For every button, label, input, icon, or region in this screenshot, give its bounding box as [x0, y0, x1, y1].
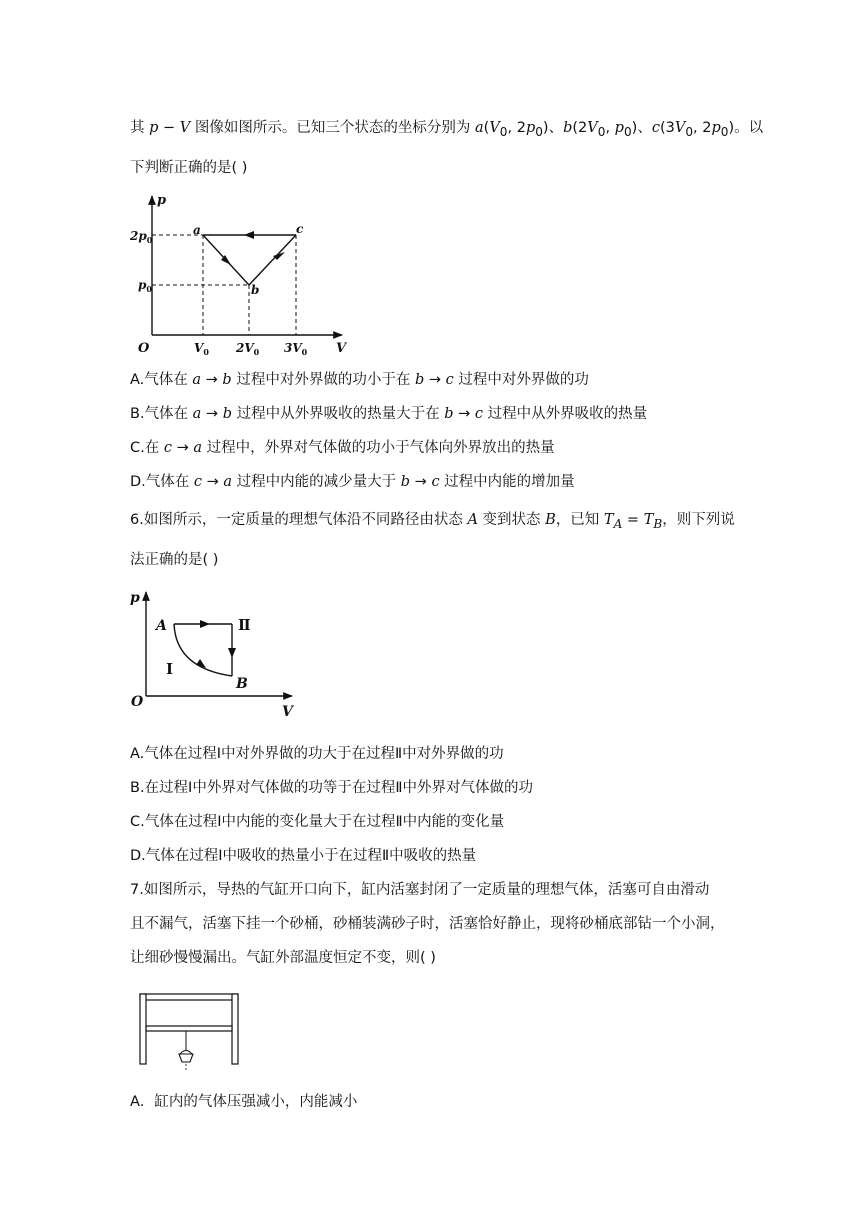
- q6-option-d: D.气体在过程Ⅰ中吸收的热量小于在过程Ⅱ中吸收的热量: [130, 848, 477, 864]
- q7-stem-line-1: 7.如图所示，导热的气缸开口向下，缸内活塞封闭了一定质量的理想气体，活塞可自由滑动: [130, 882, 710, 898]
- q7-stem-line-3: 让细砂慢慢漏出。气缸外部温度恒定不变，则( ): [130, 950, 436, 966]
- q5-point-b: b: [251, 283, 260, 297]
- q6-pv-diagram: [128, 588, 308, 723]
- q5-arrow-ca: [244, 231, 254, 239]
- q5-option-a: A.气体在 a → b 过程中对外界做的功小于在 b → c 过程中对外界做的功: [130, 372, 589, 388]
- q6-path-ii-label: Ⅱ: [238, 616, 251, 634]
- q5-stem-line-2: 下判断正确的是( ): [130, 160, 248, 176]
- q5-x-axis-label: V: [336, 341, 347, 356]
- q5-option-b: B.气体在 a → b 过程中从外界吸收的热量大于在 b → c 过程中从外界吸收的热量: [130, 406, 648, 422]
- q5-origin-label: O: [138, 341, 150, 356]
- q6-option-b: B.在过程Ⅰ中外界对气体做的功等于在过程Ⅱ中外界对气体做的功: [130, 780, 533, 796]
- q5-point-a: a: [193, 223, 201, 237]
- q6-point-a: A: [156, 618, 167, 634]
- q6-option-c: C.气体在过程Ⅰ中内能的变化量大于在过程Ⅱ中内能的变化量: [130, 814, 505, 830]
- q6-point-b: B: [236, 676, 248, 692]
- q7-option-a: A．缸内的气体压强减小，内能减小: [130, 1094, 358, 1110]
- q7-piston: [146, 1026, 232, 1031]
- q5-x-tick-2v0: $2V_0$: [236, 341, 260, 357]
- q5-option-c: C.在 c → a 过程中，外界对气体做的功小于气体向外界放出的热量: [130, 440, 555, 456]
- q5-y-axis-label: p: [157, 193, 167, 208]
- q6-path-i-label: Ⅰ: [166, 660, 174, 678]
- q5-point-c: c: [296, 222, 304, 236]
- q6-x-axis-label: V: [282, 704, 293, 720]
- q6-origin-label: O: [131, 694, 144, 710]
- q5-x-tick-v0: $V_0$: [194, 341, 209, 357]
- q6-stem-line-2: 法正确的是( ): [130, 552, 219, 568]
- q6-option-a: A.气体在过程Ⅰ中对外界做的功大于在过程Ⅱ中对外界做的功: [130, 746, 504, 762]
- q5-option-d: D.气体在 c → a 过程中内能的减少量大于 b → c 过程中内能的增加量: [130, 474, 575, 490]
- q6-arrow-ii-right: [200, 620, 210, 628]
- q5-y-tick-p0: $p_0$: [138, 278, 152, 294]
- q5-stem-line-1: 其 p − V 图像如图所示。已知三个状态的坐标分别为 $a(V_0$, $2p_0$)、$b(2V_0$, $p_0$)、$c(3V_0$, $2p_0$)。以: [130, 120, 764, 139]
- q7-sand-bucket: [179, 1054, 193, 1062]
- q6-path-i-curve: [174, 624, 232, 676]
- q7-cylinder-diagram: [138, 992, 248, 1072]
- q5-x-tick-3v0: $3V_0$: [284, 341, 308, 357]
- q6-y-axis-label: p: [130, 590, 140, 606]
- q5-y-tick-2p0: $2p_0$: [130, 229, 153, 245]
- q6-arrow-ii-down: [228, 648, 236, 658]
- q6-stem-line-1: 6.如图所示，一定质量的理想气体沿不同路径由状态 A 变到状态 B，已知 $T_A = T_B$，则下列说: [130, 512, 735, 531]
- q5-path-bc: [249, 235, 296, 285]
- q5-pv-diagram: [128, 190, 358, 360]
- q7-stem-line-2: 且不漏气，活塞下挂一个砂桶，砂桶装满砂子时，活塞恰好静止，现将砂桶底部钻一个小洞，: [130, 916, 725, 932]
